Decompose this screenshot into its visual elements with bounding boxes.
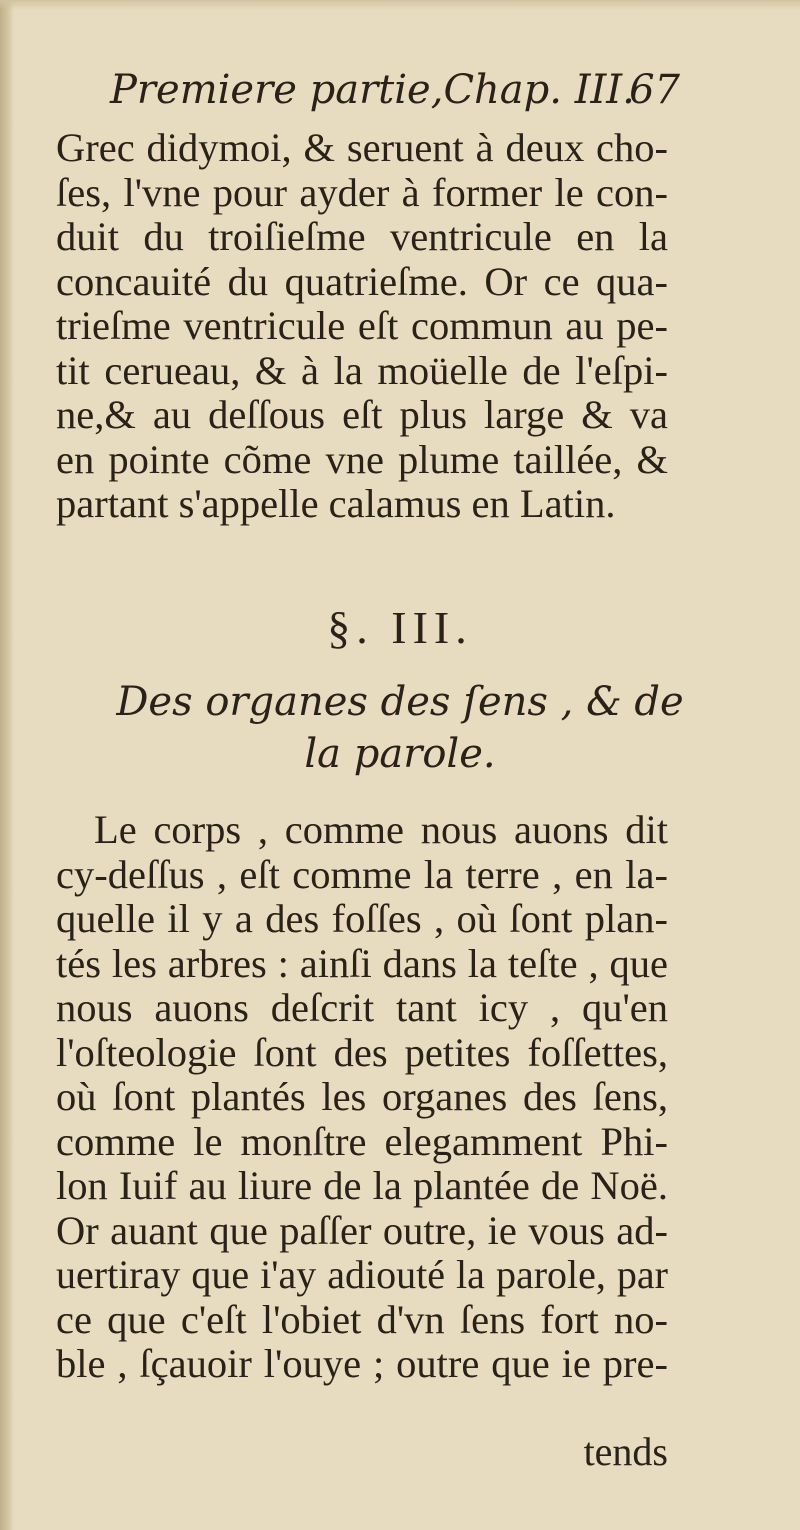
- text-line: ble , ſçauoir l'ouye ; outre que ie pre-: [56, 1341, 668, 1386]
- text-line: nous auons deſcrit tant icy , qu'en: [56, 985, 668, 1030]
- text-line: uertiray que i'ay adiouté la parole, par: [56, 1252, 668, 1297]
- text-line: lon Iuif au liure de la plantée de Noë.: [56, 1163, 668, 1208]
- text-line: quelle il y a des foſſes , où ſont plan-: [56, 896, 668, 941]
- text-line: ne,& au deſſous eſt plus large & va: [56, 392, 668, 437]
- text-line: ſes, l'vne pour ayder à former le con-: [56, 169, 668, 215]
- running-head-title: Premiere partie,Chap. III.: [110, 67, 635, 113]
- text-line: Le corps , comme nous auons dit: [94, 807, 668, 852]
- paragraph-1: [56, 126, 668, 527]
- text-line: l'oſteologie ſont des petites foſſettes,: [56, 1029, 668, 1075]
- section-title-line: Des organes des ſens , & de: [116, 679, 684, 725]
- text-line: concauité du quatrieſme. Or ce qua-: [56, 258, 668, 304]
- section-number: §. III.: [327, 602, 473, 653]
- text-line: où ſont plantés les organes des ſens,: [56, 1074, 668, 1119]
- text-line: comme le monſtre elegamment Phi-: [56, 1118, 668, 1164]
- text-line: Grec didymoi, & seruent à deux cho-: [56, 125, 668, 170]
- catchword: tends: [583, 1429, 668, 1474]
- section-title: [0, 676, 800, 780]
- text-line: duit du troiſieſme ventricule en la: [56, 214, 668, 259]
- text-line: ce que c'eſt l'obiet d'vn ſens fort no-: [56, 1296, 668, 1342]
- text-line: en pointe cõme vne plume taillée, &: [56, 436, 668, 482]
- text-line: Or auant que paſſer outre, ie vous ad-: [56, 1207, 668, 1253]
- text-line: cy-deſſus , eſt comme la terre , en la-: [56, 851, 668, 897]
- section-title-line: la parole.: [304, 731, 496, 777]
- running-head: [110, 62, 680, 118]
- text-line: trieſme ventricule eſt commun au pe-: [56, 303, 668, 348]
- text-line: partant s'appelle calamus en Latin.: [56, 481, 616, 526]
- page-number: 67: [629, 67, 680, 113]
- text-line: tit cerueau, & à la moüelle de l'eſpi-: [56, 347, 668, 393]
- text-line: tés les arbres : ainſi dans la teſte , que: [56, 940, 668, 986]
- page-top-edge: [0, 0, 800, 10]
- paragraph-2: [56, 808, 668, 1387]
